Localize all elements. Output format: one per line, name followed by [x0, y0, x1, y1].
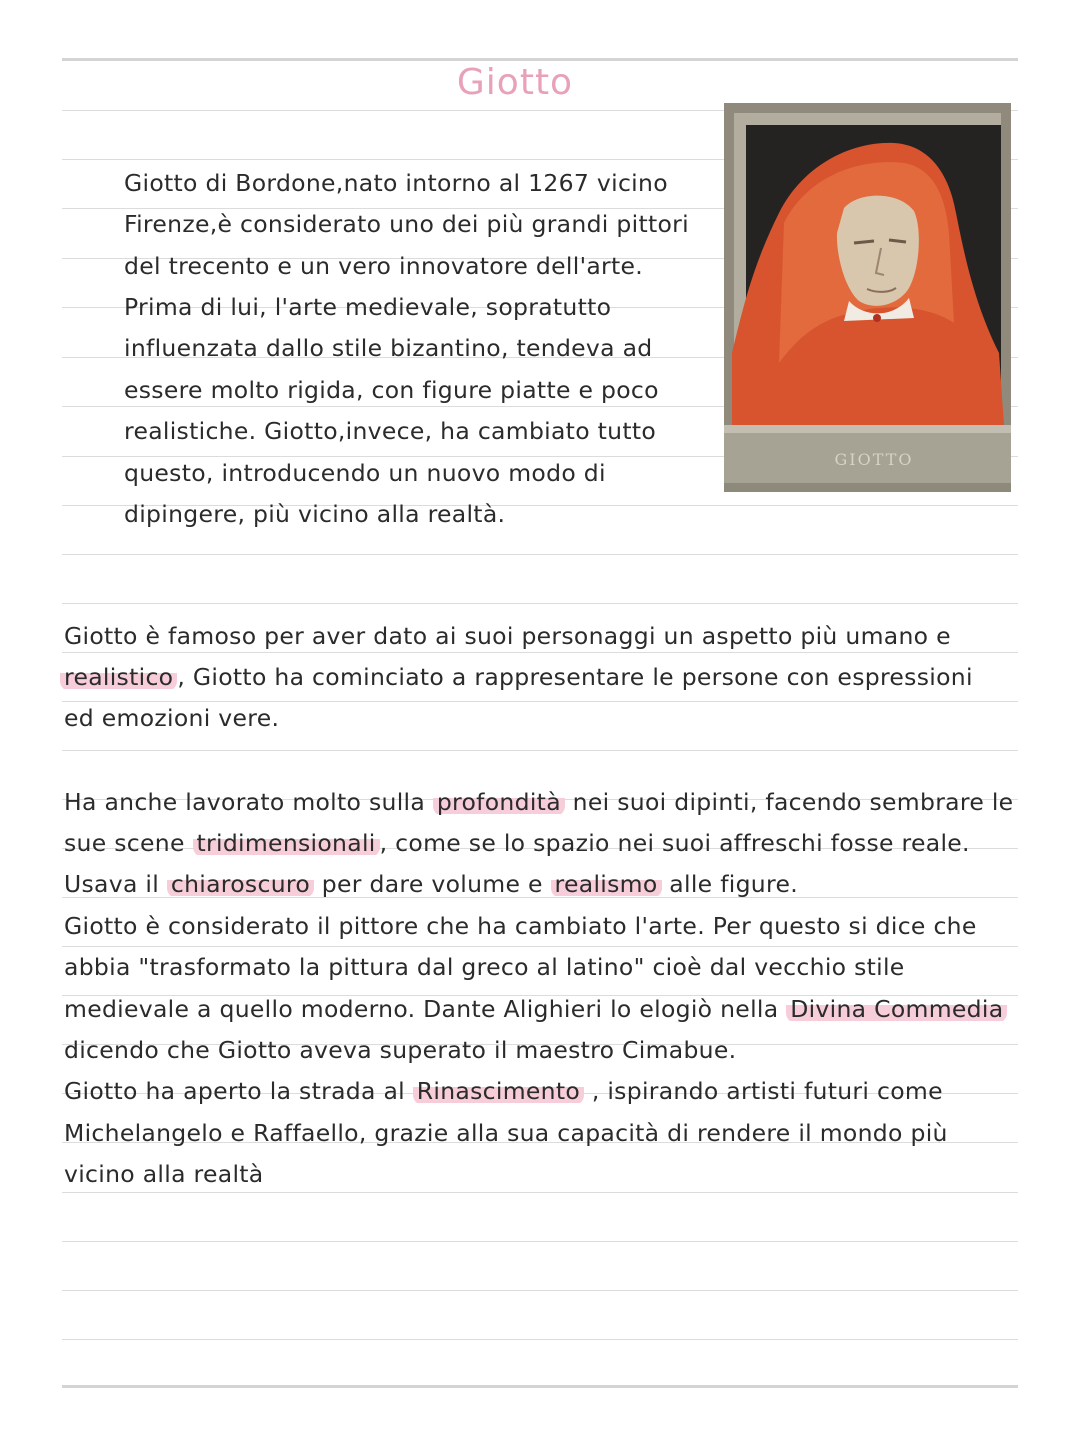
- text-span: nei suoi dipinti, facendo sembrare le: [564, 788, 1014, 816]
- ruled-line: [62, 1241, 1018, 1242]
- text-span: , come se lo spazio nei suoi affreschi fosse reale.: [379, 829, 970, 857]
- highlight-tridimensionali: tridimensionali: [193, 829, 380, 857]
- text-line: [64, 994, 1007, 1024]
- intro-line: essere molto rigida, con figure piatte e poco: [124, 376, 659, 404]
- text-span: per dare volume e: [314, 870, 551, 898]
- text-span: Usava il: [64, 870, 167, 898]
- intro-line: realistiche. Giotto,invece, ha cambiato tutto: [124, 417, 657, 445]
- text-line: [64, 1076, 943, 1106]
- text-line: Giotto è famoso per aver dato ai suoi personaggi un aspetto più umano e: [64, 622, 951, 650]
- highlight-chiaroscuro: chiaroscuro: [167, 870, 314, 898]
- text-line: ed emozioni vere.: [64, 704, 280, 732]
- text-line: [64, 869, 798, 899]
- top-border-line: [62, 58, 1018, 61]
- intro-line: Giotto di Bordone,nato intorno al 1267 vicino: [124, 169, 668, 197]
- text-span: Giotto ha aperto la strada al: [64, 1077, 413, 1105]
- bottom-border-line: [62, 1385, 1018, 1388]
- portrait-frame-label: GIOTTO: [834, 450, 914, 469]
- intro-line: questo, introducendo un nuovo modo di: [124, 459, 606, 487]
- text-span: , Giotto ha cominciato a rappresentare le persone con espressioni: [177, 663, 973, 691]
- text-line: [60, 662, 973, 692]
- text-line: vicino alla realtà: [64, 1160, 264, 1188]
- text-line: Giotto è considerato il pittore che ha cambiato l'arte. Per questo si dice che: [64, 912, 977, 940]
- ruled-line: [62, 701, 1018, 702]
- highlight-divina-commedia: Divina Commedia: [786, 995, 1007, 1023]
- text-line: abbia "trasformato la pittura dal greco al latino" cioè dal vecchio stile: [64, 953, 905, 981]
- text-span: Ha anche lavorato molto sulla: [64, 788, 433, 816]
- intro-line: del trecento e un vero innovatore dell'arte.: [124, 252, 644, 280]
- text-span: alle figure.: [661, 870, 798, 898]
- text-span: , ispirando artisti futuri come: [584, 1077, 943, 1105]
- giotto-portrait-image: [724, 103, 1011, 492]
- text-line: Michelangelo e Raffaello, grazie alla sua capacità di rendere il mondo più: [64, 1119, 948, 1147]
- intro-line: Firenze,è considerato uno dei più grandi pittori: [124, 210, 689, 238]
- portrait-illustration: [724, 103, 1011, 492]
- text-span: medievale a quello moderno. Dante Alighieri lo elogiò nella: [64, 995, 787, 1023]
- intro-line: Prima di lui, l'arte medievale, sopratutto: [124, 293, 612, 321]
- text-line: [64, 828, 970, 858]
- ruled-line: [62, 946, 1018, 947]
- ruled-line: [62, 750, 1018, 751]
- ruled-line: [62, 1192, 1018, 1193]
- intro-line: influenzata dallo stile bizantino, tendeva ad: [124, 334, 653, 362]
- intro-line: dipingere, più vicino alla realtà.: [124, 500, 506, 528]
- text-line: dicendo che Giotto aveva superato il maestro Cimabue.: [64, 1036, 737, 1064]
- highlight-rinascimento: Rinascimento: [413, 1077, 584, 1105]
- page-title: Giotto: [456, 62, 574, 103]
- ruled-line: [62, 603, 1018, 604]
- highlight-profondita: profondità: [433, 788, 565, 816]
- text-span: sue scene: [64, 829, 193, 857]
- highlight-realismo: realismo: [551, 870, 662, 898]
- text-line: [64, 787, 1013, 817]
- ruled-line: [62, 1290, 1018, 1291]
- highlight-realistico: realistico: [60, 663, 177, 691]
- ruled-line: [62, 652, 1018, 653]
- ruled-line: [62, 554, 1018, 555]
- ruled-line: [62, 1339, 1018, 1340]
